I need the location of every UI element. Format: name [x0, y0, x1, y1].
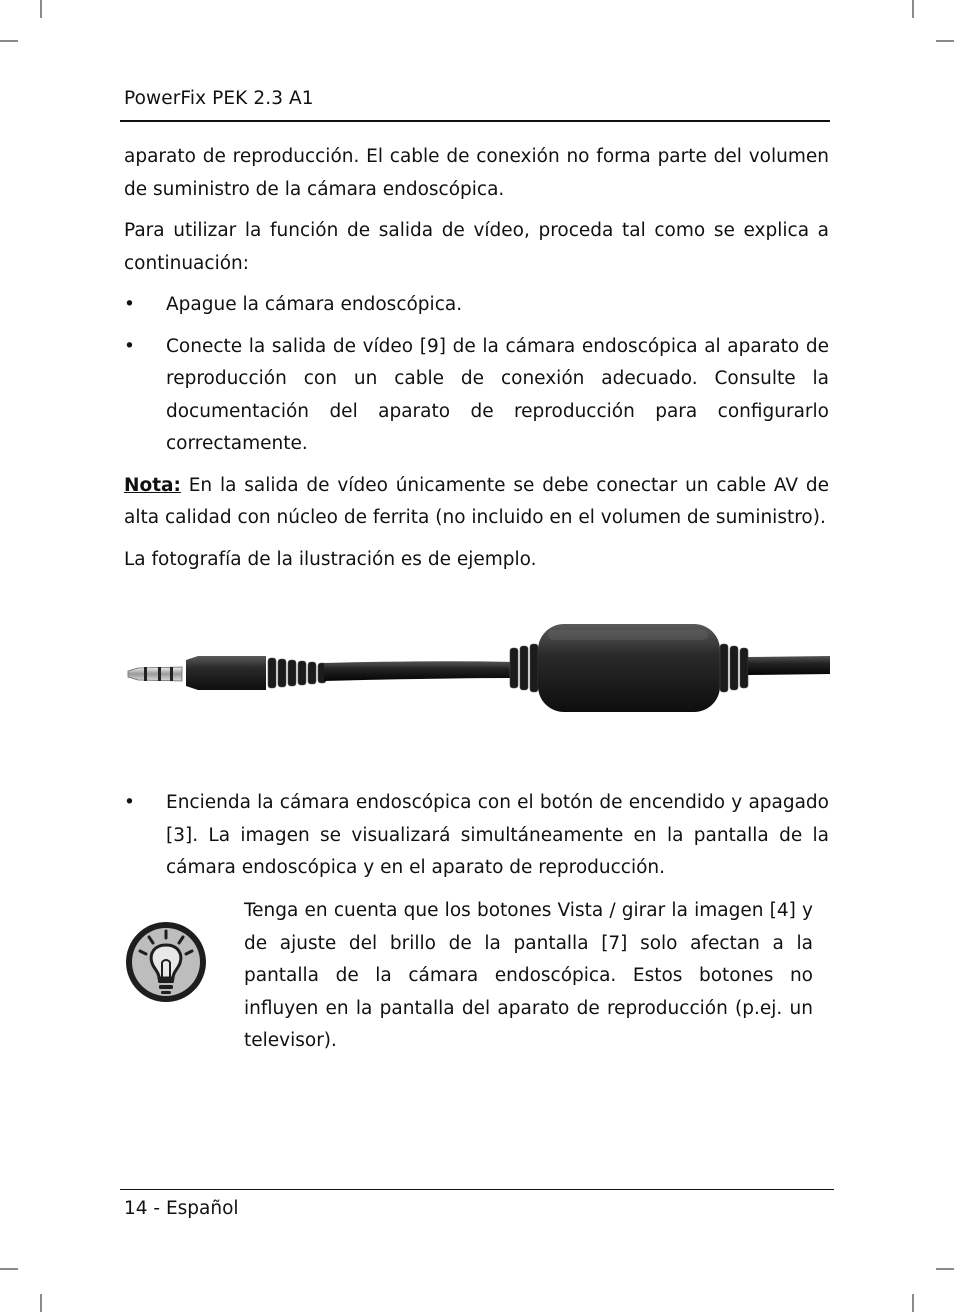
note-paragraph	[124, 470, 829, 535]
crop-mark	[936, 40, 954, 42]
crop-mark	[912, 0, 914, 18]
list-item	[124, 331, 829, 461]
crop-mark	[0, 1268, 18, 1270]
header-rule	[120, 120, 830, 122]
crop-mark	[936, 1268, 954, 1270]
main-content	[124, 141, 829, 585]
crop-mark	[40, 0, 42, 18]
lightbulb-icon	[124, 918, 210, 1006]
note-text: En la salida de vídeo únicamente se debe conectar un cable AV de alta calidad con núcleo de ferrita (no incluido en el volumen de suministro).	[124, 474, 829, 528]
list-item-text: Apague la cámara endoscópica.	[166, 294, 463, 315]
bullet-dot: •	[124, 792, 135, 813]
list-item-text: Conecte la salida de vídeo [9] de la cámara endoscópica al aparato de reproducción con un cable de conexión adecuado. Consulte la documentación del aparato de reproducción para configurarlo correctamente.	[166, 335, 829, 454]
bullet-dot: •	[124, 335, 135, 357]
list-item	[124, 787, 829, 885]
page-footer: 14 - Español	[124, 1198, 239, 1219]
page-header-title: PowerFix PEK 2.3 A1	[124, 88, 314, 109]
list-item	[124, 289, 829, 322]
list-item-text: Encienda la cámara endoscópica con el botón de encendido y apagado [3]. La imagen se visualizará simultáneamente en la pantalla de la cámara endoscópica y en el aparato de reproducción.	[166, 792, 829, 878]
av-cable-photo	[124, 612, 830, 722]
tip-text: Tenga en cuenta que los botones Vista / girar la imagen [4] y de ajuste del brillo de la pantalla [7] solo afectan a la pantalla de la cámara endoscópica. Estos botones no influyen en la pantalla del aparato de reproducción (p.ej. un televisor).	[244, 900, 813, 1051]
bullet-dot: •	[124, 294, 135, 315]
continued-content	[124, 787, 829, 894]
paragraph: Para utilizar la función de salida de vídeo, proceda tal como se explica a continuación:	[124, 220, 829, 274]
photo-caption: La fotografía de la ilustración es de ejemplo.	[124, 548, 537, 570]
footer-rule	[120, 1189, 834, 1190]
note-label: Nota:	[124, 474, 181, 496]
crop-mark	[912, 1294, 914, 1312]
paragraph: aparato de reproducción. El cable de conexión no forma parte del volumen de suministro de la cámara endoscópica.	[124, 146, 829, 200]
crop-mark	[40, 1294, 42, 1312]
crop-mark	[0, 40, 18, 42]
